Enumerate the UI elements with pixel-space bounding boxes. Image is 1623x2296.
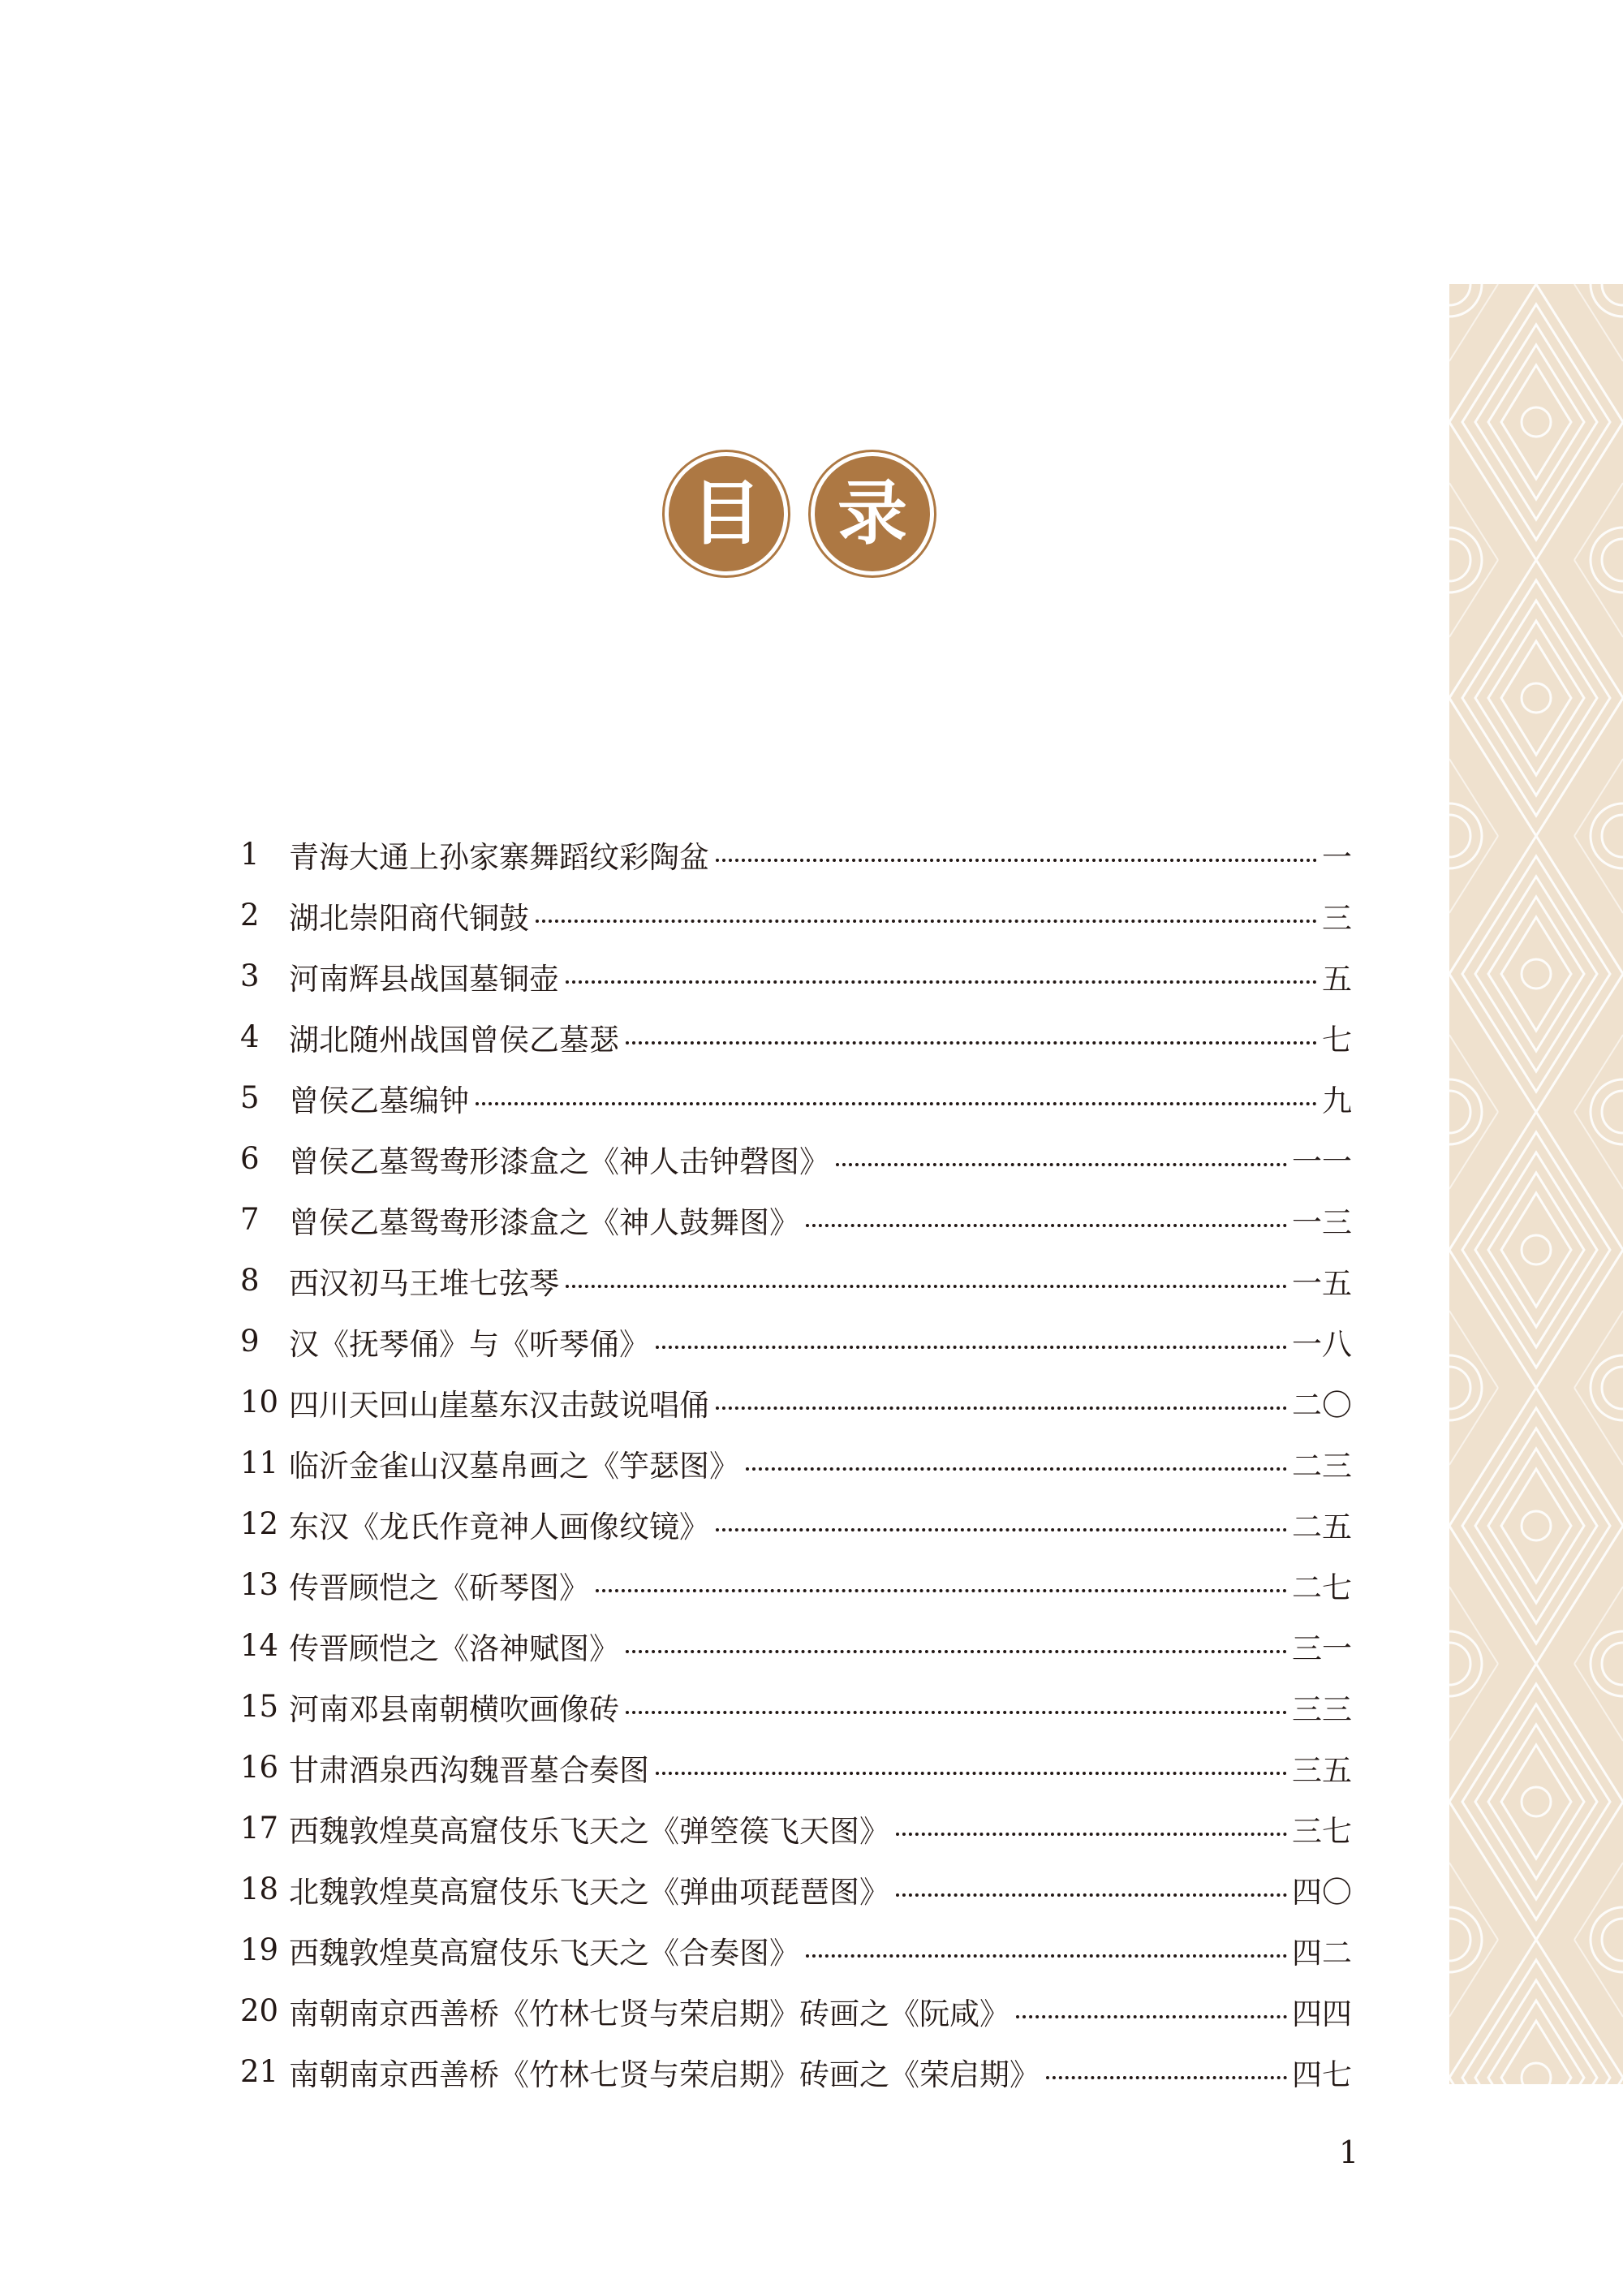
- entry-page: 三五: [1292, 1752, 1352, 1788]
- dot-leader: [896, 1833, 1287, 1836]
- dot-leader: [626, 1711, 1287, 1714]
- dot-leader: [626, 1041, 1317, 1045]
- entry-page: 四七: [1292, 2057, 1352, 2092]
- entry-title: 青海大通上孙家寨舞蹈纹彩陶盆: [289, 839, 709, 875]
- dot-leader: [656, 1346, 1287, 1349]
- dot-leader: [836, 1163, 1287, 1166]
- entry-page: 一五: [1292, 1265, 1352, 1301]
- entry-number: 6: [240, 1141, 260, 1176]
- entry-number: 18: [240, 1872, 279, 1906]
- dot-leader: [1046, 2076, 1287, 2079]
- entry-number: 19: [240, 1932, 279, 1967]
- entry-number: 12: [240, 1506, 279, 1541]
- entry-number: 3: [240, 958, 260, 993]
- dot-leader: [716, 1406, 1287, 1410]
- entry-page: 二〇: [1292, 1387, 1352, 1423]
- toc-entry[interactable]: [240, 1980, 1352, 2041]
- entry-title: 河南邓县南朝横吹画像砖: [289, 1691, 619, 1727]
- entry-title: 四川天回山崖墓东汉击鼓说唱俑: [289, 1387, 709, 1423]
- entry-title: 北魏敦煌莫高窟伎乐飞天之《弹曲项琵琶图》: [289, 1874, 889, 1910]
- toc-entry[interactable]: [240, 1554, 1352, 1615]
- entry-page: 四二: [1292, 1935, 1352, 1971]
- entry-title: 河南辉县战国墓铜壶: [289, 961, 559, 997]
- entry-title: 湖北崇阳商代铜鼓: [289, 900, 529, 936]
- entry-page: 二三: [1292, 1448, 1352, 1484]
- title-char-mu: 目: [669, 456, 784, 571]
- dot-leader: [746, 1467, 1287, 1471]
- dot-leader: [656, 1772, 1287, 1775]
- toc-entry[interactable]: [240, 1798, 1352, 1859]
- dot-leader: [1016, 2015, 1287, 2018]
- entry-page: 三七: [1292, 1813, 1352, 1849]
- toc-entry[interactable]: [240, 1067, 1352, 1128]
- dot-leader: [896, 1893, 1287, 1897]
- toc-entry[interactable]: [240, 1919, 1352, 1980]
- entry-number: 16: [240, 1750, 279, 1785]
- toc-entry[interactable]: [240, 1737, 1352, 1798]
- toc-entry[interactable]: [240, 1859, 1352, 1919]
- entry-number: 2: [240, 898, 260, 933]
- entry-page: 三一: [1292, 1630, 1352, 1666]
- table-of-contents: [240, 824, 1352, 2102]
- entry-page: 一: [1322, 839, 1352, 875]
- entry-number: 21: [240, 2054, 279, 2089]
- entry-number: 14: [240, 1628, 279, 1663]
- dot-leader: [626, 1650, 1287, 1653]
- dot-leader: [806, 1954, 1287, 1958]
- entry-page: 四四: [1292, 1996, 1352, 2031]
- toc-entry[interactable]: [240, 2041, 1352, 2102]
- dot-leader: [806, 1224, 1287, 1227]
- entry-number: 8: [240, 1263, 260, 1298]
- entry-title: 传晋顾恺之《斫琴图》: [289, 1570, 589, 1605]
- toc-entry[interactable]: [240, 1128, 1352, 1189]
- entry-number: 10: [240, 1385, 279, 1419]
- title-char-lu: 录: [815, 456, 930, 571]
- dot-leader: [566, 980, 1317, 984]
- toc-entry[interactable]: [240, 1311, 1352, 1372]
- entry-page: 一一: [1292, 1144, 1352, 1179]
- entry-title: 汉《抚琴俑》与《听琴俑》: [289, 1326, 649, 1362]
- entry-page: 三三: [1292, 1691, 1352, 1727]
- toc-heading: [0, 456, 1599, 571]
- entry-title: 东汉《龙氏作竟神人画像纹镜》: [289, 1509, 709, 1544]
- dot-leader: [476, 1102, 1317, 1105]
- dot-leader: [596, 1589, 1287, 1592]
- entry-page: 一八: [1292, 1326, 1352, 1362]
- toc-entry[interactable]: [240, 1372, 1352, 1432]
- entry-title: 甘肃酒泉西沟魏晋墓合奏图: [289, 1752, 649, 1788]
- entry-title: 西魏敦煌莫高窟伎乐飞天之《合奏图》: [289, 1935, 799, 1971]
- toc-entry[interactable]: [240, 885, 1352, 946]
- entry-title: 西魏敦煌莫高窟伎乐飞天之《弹箜篌飞天图》: [289, 1813, 889, 1849]
- entry-title: 西汉初马王堆七弦琴: [289, 1265, 559, 1301]
- toc-entry[interactable]: [240, 824, 1352, 885]
- entry-page: 一三: [1292, 1204, 1352, 1240]
- entry-page: 三: [1322, 900, 1352, 936]
- entry-number: 17: [240, 1811, 279, 1846]
- toc-entry[interactable]: [240, 946, 1352, 1006]
- entry-number: 4: [240, 1019, 260, 1054]
- toc-entry[interactable]: [240, 1432, 1352, 1493]
- entry-page: 五: [1322, 961, 1352, 997]
- entry-page: 七: [1322, 1022, 1352, 1058]
- toc-entry[interactable]: [240, 1493, 1352, 1554]
- toc-entry[interactable]: [240, 1006, 1352, 1067]
- dot-leader: [716, 1528, 1287, 1531]
- dot-leader: [536, 920, 1317, 923]
- entry-number: 11: [240, 1445, 279, 1480]
- entry-number: 15: [240, 1689, 279, 1724]
- entry-title: 曾侯乙墓编钟: [289, 1083, 469, 1118]
- toc-entry[interactable]: [240, 1676, 1352, 1737]
- toc-entry[interactable]: [240, 1250, 1352, 1311]
- dot-leader: [716, 859, 1317, 862]
- page-number: 1: [1339, 2134, 1359, 2170]
- entry-title: 南朝南京西善桥《竹林七贤与荣启期》砖画之《荣启期》: [289, 2057, 1040, 2092]
- entry-page: 四〇: [1292, 1874, 1352, 1910]
- entry-title: 南朝南京西善桥《竹林七贤与荣启期》砖画之《阮咸》: [289, 1996, 1010, 2031]
- entry-page: 二五: [1292, 1509, 1352, 1544]
- entry-title: 曾侯乙墓鸳鸯形漆盒之《神人击钟磬图》: [289, 1144, 829, 1179]
- entry-number: 7: [240, 1202, 260, 1237]
- entry-number: 1: [240, 837, 260, 872]
- entry-number: 9: [240, 1324, 260, 1359]
- entry-number: 13: [240, 1567, 279, 1602]
- entry-number: 20: [240, 1993, 279, 2028]
- entry-title: 传晋顾恺之《洛神赋图》: [289, 1630, 619, 1666]
- entry-page: 九: [1322, 1083, 1352, 1118]
- dot-leader: [566, 1285, 1287, 1288]
- entry-title: 曾侯乙墓鸳鸯形漆盒之《神人鼓舞图》: [289, 1204, 799, 1240]
- entry-number: 5: [240, 1080, 260, 1115]
- toc-entry[interactable]: [240, 1615, 1352, 1676]
- entry-title: 湖北随州战国曾侯乙墓瑟: [289, 1022, 619, 1058]
- entry-title: 临沂金雀山汉墓帛画之《竽瑟图》: [289, 1448, 739, 1484]
- entry-page: 二七: [1292, 1570, 1352, 1605]
- toc-entry[interactable]: [240, 1189, 1352, 1250]
